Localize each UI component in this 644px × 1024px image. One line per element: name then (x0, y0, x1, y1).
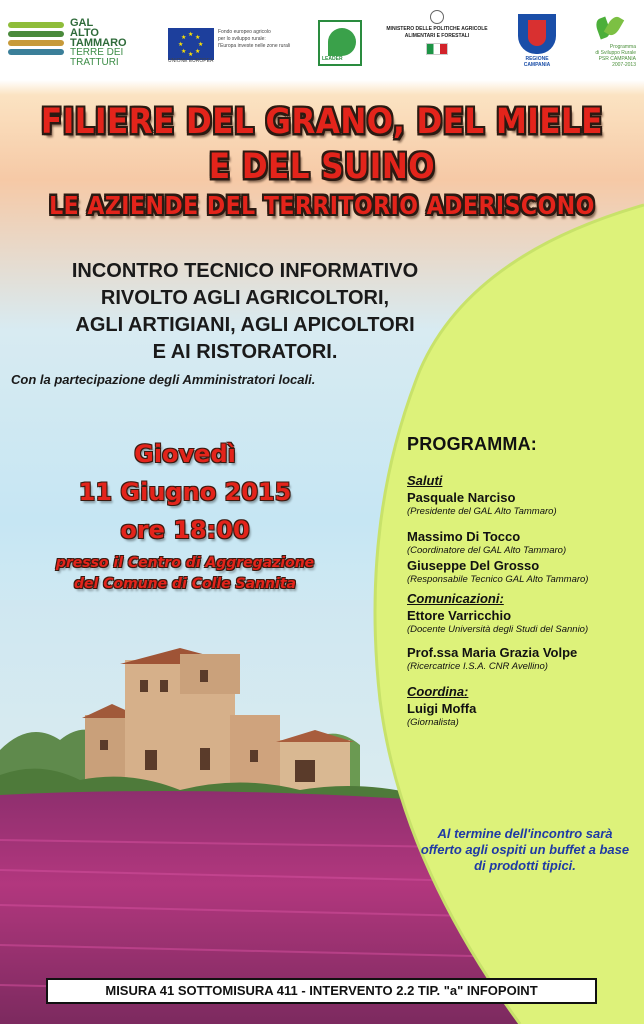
event-venue-line-1: presso il Centro di Aggregazione (55, 555, 315, 571)
eu-flag-icon: ★ ★ ★ ★ ★ ★ ★ ★ (168, 28, 214, 60)
intro-line-2: RIVOLTO AGLI AGRICOLTORI, (100, 287, 390, 309)
speaker-role: (Ricercatrice I.S.A. CNR Avellino) (407, 661, 548, 672)
speaker-name: Pasquale Narciso (407, 490, 516, 505)
headline-subtitle: LE AZIENDE DEL TERRITORIO ADERISCONO (49, 192, 595, 221)
speaker-role: (Presidente del GAL Alto Tammaro) (407, 506, 557, 517)
psr-campania-logo: Programma di Sviluppo Rurale PSR CAMPANIA 2007-2013 (580, 16, 636, 72)
intro-text (0, 258, 490, 366)
speaker-role: (Coordinatore del GAL Alto Tammaro) (407, 545, 567, 556)
gal-logo-text: GAL ALTO TAMMARO TERRE DEI TRATTURI (70, 17, 127, 68)
intro-line-3: AGLI ARTIGIANI, AGLI APICOLTORI (75, 314, 415, 336)
eu-feasr-logo (168, 28, 308, 68)
speaker-role: (Responsabile Tecnico GAL Alto Tammaro) (407, 574, 589, 585)
speaker-name: Massimo Di Tocco (407, 529, 521, 544)
event-time: ore 18:00 (120, 516, 250, 544)
program (407, 434, 637, 728)
ministero-logo: MINISTERO DELLE POLITICHE AGRICOLE ALIMENTARI E FORESTALI (372, 10, 502, 70)
logo-strip (0, 0, 644, 80)
republic-emblem-icon (430, 10, 444, 24)
section-coordina: Coordina: (407, 684, 469, 699)
speaker-name: Luigi Moffa (407, 701, 477, 716)
regione-campania-logo: REGIONE CAMPANIA (514, 14, 560, 66)
leader-leaf-icon (328, 28, 356, 56)
program-title: PROGRAMMA: (407, 434, 537, 454)
speaker-name: Giuseppe Del Grosso (407, 558, 540, 573)
speaker-role: (Docente Università degli Studi del Sannio) (407, 624, 589, 635)
sprout-icon (595, 16, 621, 42)
funding-footer: MISURA 41 SOTTOMISURA 411 - INTERVENTO 2.2 TIP. "a" INFOPOINT (46, 978, 597, 1004)
intro-line-1: INCONTRO TECNICO INFORMATIVO (71, 260, 419, 282)
speaker-name: Ettore Varricchio (407, 608, 512, 623)
buffet-note: Al termine dell'incontro sarà offerto agli ospiti un buffet a base di prodotti tipici. (420, 826, 630, 873)
campania-shield-icon (518, 14, 556, 54)
section-comunicazioni: Comunicazioni: (407, 591, 504, 606)
participation-note: Con la partecipazione degli Amministratori locali. (11, 372, 316, 387)
headline-line-1: FILIERE DEL GRANO, DEL MIELE (41, 101, 603, 143)
event-day: Giovedì (134, 440, 236, 468)
speaker-role: (Giornalista) (407, 717, 459, 728)
speaker-name: Prof.ssa Maria Grazia Volpe (407, 645, 578, 660)
event-date: 11 Giugno 2015 (78, 478, 292, 506)
stripes-icon (8, 22, 64, 58)
leader-logo: LEADER (318, 20, 362, 66)
italian-flag-icon (426, 43, 448, 55)
headline-line-2: E DEL SUINO (208, 146, 436, 188)
gal-alto-tammaro-logo (8, 18, 158, 68)
intro-line-4: E AI RISTORATORI. (152, 341, 338, 363)
event-venue-line-2: del Comune di Colle Sannita (74, 576, 296, 592)
eu-logo-text: Fondo europeo agricolo per lo sviluppo rurale: l'Europa investe nelle zone rurali UNIONE EUROPEA (168, 29, 291, 64)
section-saluti: Saluti (407, 473, 443, 488)
